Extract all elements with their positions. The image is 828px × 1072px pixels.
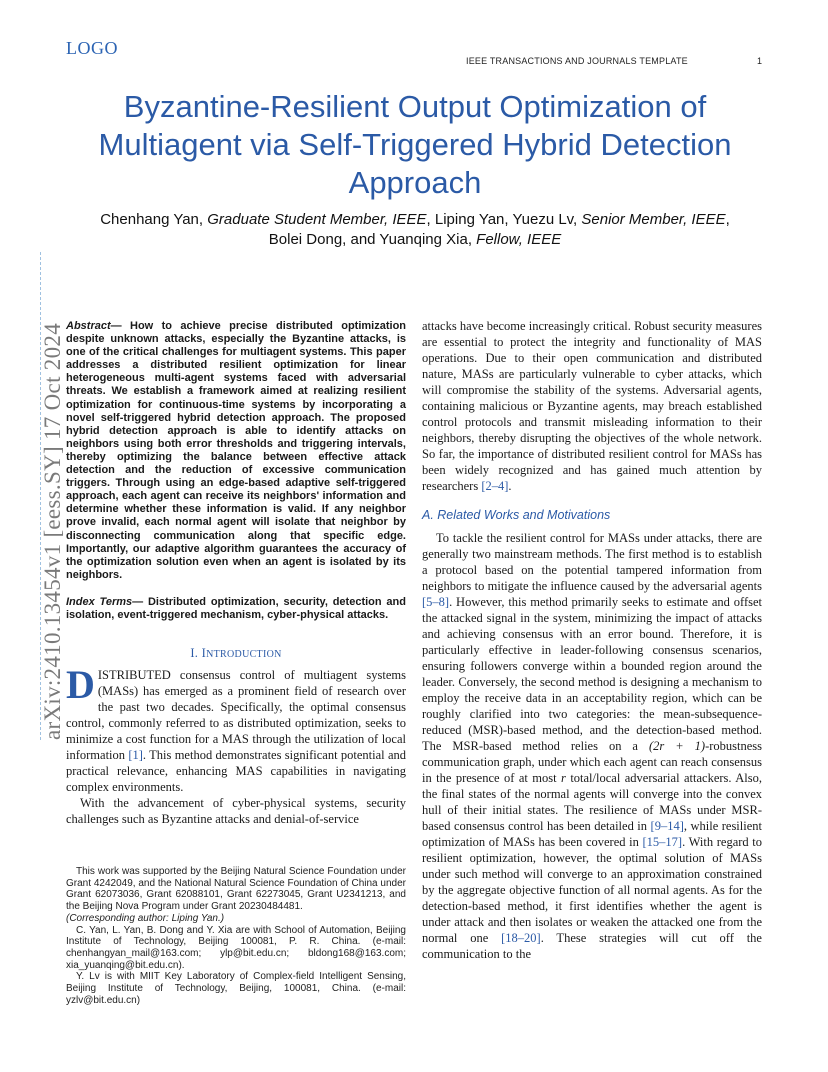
author-sep: ,	[725, 211, 730, 228]
arxiv-identifier[interactable]: arXiv:2410.13454v1 [eess.SY] 17 Oct 2024	[40, 322, 65, 740]
math-variable: r	[561, 771, 566, 785]
right-paragraph-2	[422, 530, 762, 962]
right-p2-text-e: , while resilient optimization of MASs has been covered in	[422, 819, 762, 849]
intro-paragraph-1	[66, 662, 406, 795]
section-heading-introduction	[66, 646, 406, 661]
footnotes	[66, 866, 406, 1006]
page-number: 1	[757, 56, 763, 66]
abstract-dash: —	[110, 320, 131, 332]
right-p2-text-b: . However, this method primarily seeks to estimate and offset the attacked signal in the system, minimizing the impact of attacks and achieving consensus with an error bound. Therefore, it is particularly effective in leader-following consensus scenarios, ensuring followers converge within a bounded region around the leader. Conversely, the second method is designing a mechanism to employ the receive data in an acceptability region, which can be roughly clarified into two categories: the mean-subsequence-reduced (MSR)-based method, and the detection-based method. The MSR-based method relies on a	[422, 595, 762, 753]
index-terms-text: Distributed optimization, security, detection and isolation, event-triggered mechanism, cyber-physical attacks.	[66, 595, 406, 621]
logo: LOGO	[66, 38, 118, 58]
section-heading-num: I. I	[190, 646, 207, 661]
abstract-lead: Abstract	[66, 320, 111, 332]
right-p1-text: attacks have become increasingly critical. Robust security measures are essential to protect the integrity and functionality of MAS operations. Due to their open communication and distributed nature, MASs are particularly vulnerable to cyber attacks, which will compromise the stability of the systems. Adversarial agents, containing malicious or Byzantine agents, may breach established control protocols and transmit misleading information to their neighbors, thereby disrupting the objectives of the whole network. So far, the importance of distributed resilient control for MASs has been widely recognized and has gained much attention by researchers	[422, 319, 762, 493]
index-terms	[66, 596, 406, 622]
citation-link[interactable]: [9–14]	[650, 819, 684, 833]
right-p2-text-c: -robustness communication graph, under which each agent can reach consensus in the presence of at most	[422, 739, 763, 785]
citation-link[interactable]: [1]	[128, 748, 143, 763]
drop-cap: D	[66, 662, 95, 708]
paper-title: Byzantine-Resilient Output Optimization of Multiagent via Self-Triggered Hybrid Detection Approach	[98, 89, 732, 200]
left-column	[66, 320, 406, 827]
right-paragraph-1	[422, 318, 762, 494]
index-terms-lead: Index Terms	[66, 595, 133, 608]
right-p2-text-d: total/local adversarial attackers. Also, the final states of the normal agents will converge into the convex hull of their initial states. The resilience of MASs under MSR-based consensus control has been detailed in	[422, 771, 762, 833]
author-2-3: , Liping Yan, Yuezu Lv,	[426, 211, 582, 228]
citation-link[interactable]: [5–8]	[422, 595, 450, 609]
author-3-role: Senior Member, IEEE	[581, 211, 726, 228]
footnote-funding	[66, 866, 406, 925]
citation-link[interactable]: [15–17]	[642, 835, 683, 849]
right-p2-text-f: . With regard to resilient optimization, however, the optimal solution of MASs under such method will converge to an approximation constrained by the aggregate objective function of all normal agents. As for the detection-based method, it first identifies whether the agent is under attack and then isolates or weaken the attacked one from the normal one	[422, 835, 762, 945]
intro-p1-text: ISTRIBUTED consensus control of multiagent systems (MASs) has emerged as a prominent field of research over the past two decades. Specifically, the optimal consensus control, commonly referred to as distributed optimization, seeks to minimize a cost function for a MAS through the utilization of local information	[66, 668, 406, 763]
author-1-role: Graduate Student Member, IEEE	[207, 211, 427, 228]
section-heading-rest: NTRODUCTION	[206, 649, 282, 661]
right-column	[422, 318, 762, 962]
footnote-corresponding: (Corresponding author: Liping Yan.)	[66, 912, 225, 924]
author-1: Chenhang Yan,	[100, 211, 208, 228]
author-list	[60, 210, 770, 250]
arxiv-stamp-border	[10, 252, 41, 740]
math-expression: (2r + 1)	[648, 739, 706, 753]
citation-link[interactable]: [2–4]	[481, 479, 509, 493]
abstract-text: How to achieve precise distributed optimization despite unknown attacks, especially the Byzantine attacks, is one of the critical challenges for multiagent systems. This paper addresses a distributed resilient optimization for linear heterogeneous multi-agent systems faced with adversarial threats. We establish a framework aimed at realizing resilient optimization for continuous-time systems by incorporating a novel self-triggered hybrid detection approach. The proposed hybrid detection approach is able to identify attacks on neighbors using both error thresholds and triggering intervals, thereby optimizing the balance between effective attack detection and the reduction of excessive communication triggers. Through using an edge-based adaptive self-triggered approach, each agent can receive its neighbors' information and determine whether these information is valid. If any neighbor prove invalid, each normal agent will isolate that neighbor by disconnecting communication along that specific edge. Importantly, our adaptive algorithm guarantees the accuracy of the optimization solution even when an agent is isolated by its neighbors.	[66, 320, 407, 581]
subsection-heading: A. Related Works and Motivations	[422, 508, 611, 522]
author-4-5: Bolei Dong, and Yuanqing Xia,	[268, 231, 477, 248]
author-5-role: Fellow, IEEE	[476, 231, 562, 248]
running-head: IEEE TRANSACTIONS AND JOURNALS TEMPLATE	[466, 56, 688, 66]
intro-paragraph-2: With the advancement of cyber-physical systems, security challenges such as Byzantine attacks and denial-of-service	[66, 796, 406, 827]
intro-p1-text-end: . This method demonstrates significant potential and practical relevance, enhancing MAS capabilities in navigating complex environments.	[66, 748, 406, 795]
right-p2-text-a: To tackle the resilient control for MASs under attacks, there are generally two mainstream methods. The first method is to establish a protocol based on the potential tampered information from neighbors to mitigate the influence caused by the adversarial agents	[422, 531, 762, 593]
index-terms-dash: —	[132, 595, 148, 608]
footnote-affiliation-2: Y. Lv is with MIIT Key Laboratory of Complex-field Intelligent Sensing, Beijing Institute of Technology, Beijing, 100081, China. (e-mail: yzlv@bit.edu.cn)	[66, 971, 406, 1006]
citation-link[interactable]: [18–20]	[501, 931, 541, 945]
abstract	[66, 320, 406, 582]
footnote-affiliation-1: C. Yan, L. Yan, B. Dong and Y. Xia are with School of Automation, Beijing Institute of Technology, Beijing 100081, P. R. China. (e-mail: chenhangyan_mail@163.com; ylp@bit.edu.cn; bldong168@163.com; xia_yuanqing@bit.edu.cn).	[66, 924, 406, 971]
right-p2-text-g: . These strategies will cut off the communication to the	[422, 931, 762, 961]
right-p1-end: .	[508, 479, 512, 493]
footnote-funding-text: This work was supported by the Beijing Natural Science Foundation under Grant 4242049, and the National Natural Science Foundation of China under Grant 62073036, Grant 62088101, Grant 62273045, Grant U2341213, and the Beijing Nova Program under Grant 20230484481.	[66, 866, 406, 913]
